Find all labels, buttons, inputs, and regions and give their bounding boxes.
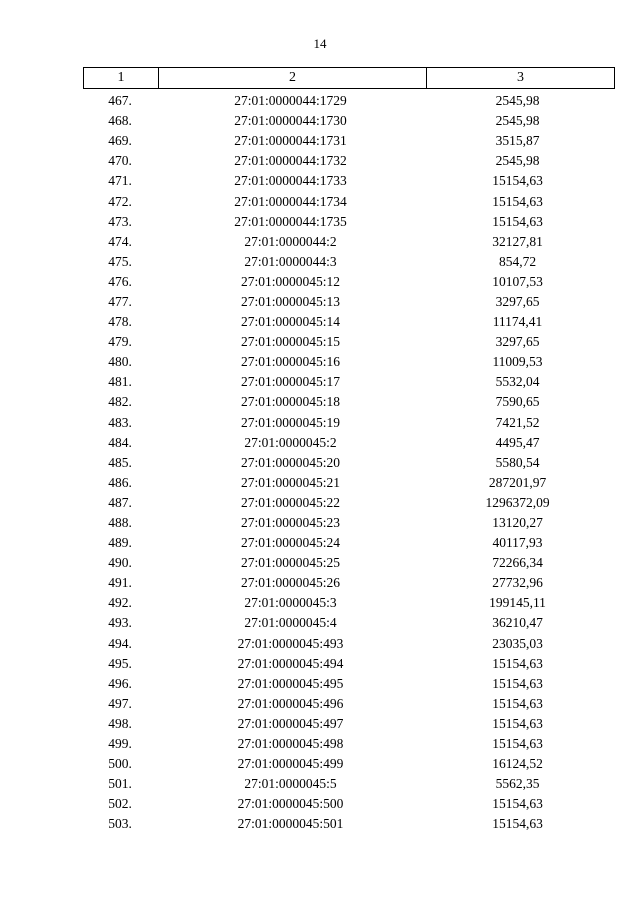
cadastral-number: 27:01:0000045:17 xyxy=(240,374,340,390)
row-number: 482. xyxy=(108,394,132,410)
cadastral-number: 27:01:0000044:1729 xyxy=(234,93,347,109)
table-row xyxy=(83,392,611,412)
value: 11009,53 xyxy=(492,354,543,370)
table-row xyxy=(83,634,611,654)
table-row xyxy=(83,754,611,774)
table-row xyxy=(83,171,611,191)
value: 7421,52 xyxy=(495,414,540,430)
value: 3297,65 xyxy=(495,334,540,350)
table-row xyxy=(83,533,611,553)
cadastral-number: 27:01:0000045:496 xyxy=(237,695,344,711)
cadastral-number: 27:01:0000045:21 xyxy=(240,474,340,490)
table-row xyxy=(83,654,611,674)
value: 72266,34 xyxy=(492,555,543,571)
table-row xyxy=(83,553,611,573)
value: 5562,35 xyxy=(495,776,540,792)
row-number: 502. xyxy=(108,796,132,812)
value: 287201,97 xyxy=(488,474,547,490)
table-row xyxy=(83,151,611,171)
value: 3297,65 xyxy=(495,293,540,309)
row-number: 471. xyxy=(108,173,132,189)
cadastral-number: 27:01:0000045:5 xyxy=(244,776,337,792)
row-number: 467. xyxy=(108,93,132,109)
cadastral-number: 27:01:0000045:13 xyxy=(240,293,340,309)
cadastral-number: 27:01:0000044:1732 xyxy=(234,153,347,169)
row-number: 495. xyxy=(108,655,132,671)
table-row xyxy=(83,111,611,131)
table-row xyxy=(83,734,611,754)
cadastral-number: 27:01:0000045:495 xyxy=(237,675,344,691)
value: 15154,63 xyxy=(492,816,543,832)
column-header-table xyxy=(83,67,615,89)
row-number: 496. xyxy=(108,675,132,691)
row-number: 485. xyxy=(108,454,132,470)
row-number: 489. xyxy=(108,535,132,551)
column-header-2: 2 xyxy=(159,68,427,89)
row-number: 501. xyxy=(108,776,132,792)
row-number: 478. xyxy=(108,314,132,330)
value: 23035,03 xyxy=(492,635,543,651)
cadastral-number: 27:01:0000045:4 xyxy=(244,615,337,631)
row-number: 479. xyxy=(108,334,132,350)
value: 32127,81 xyxy=(492,233,543,249)
column-header-1: 1 xyxy=(84,68,159,89)
cadastral-number: 27:01:0000045:493 xyxy=(237,635,344,651)
cadastral-number: 27:01:0000045:500 xyxy=(237,796,344,812)
table-row xyxy=(83,794,611,814)
table-row xyxy=(83,513,611,533)
table-row xyxy=(83,332,611,352)
value: 854,72 xyxy=(498,253,537,269)
cadastral-number: 27:01:0000044:1733 xyxy=(234,173,347,189)
value: 15154,63 xyxy=(492,173,543,189)
row-number: 500. xyxy=(108,756,132,772)
value: 15154,63 xyxy=(492,213,543,229)
table-row xyxy=(83,312,611,332)
value: 2545,98 xyxy=(495,113,540,129)
row-number: 487. xyxy=(108,494,132,510)
row-number: 490. xyxy=(108,555,132,571)
cadastral-number: 27:01:0000045:20 xyxy=(240,454,340,470)
value: 15154,63 xyxy=(492,675,543,691)
table-row xyxy=(83,212,611,232)
page-number: 14 xyxy=(313,36,327,51)
cadastral-number: 27:01:0000045:499 xyxy=(237,756,344,772)
value: 3515,87 xyxy=(495,133,540,149)
table-row xyxy=(83,674,611,694)
cadastral-number: 27:01:0000045:16 xyxy=(240,354,340,370)
value: 15154,63 xyxy=(492,796,543,812)
table-row xyxy=(83,774,611,794)
row-number: 486. xyxy=(108,474,132,490)
value: 15154,63 xyxy=(492,736,543,752)
value: 10107,53 xyxy=(492,273,543,289)
row-number: 468. xyxy=(108,113,132,129)
table-row xyxy=(83,473,611,493)
table-row xyxy=(83,433,611,453)
row-number: 470. xyxy=(108,153,132,169)
row-number: 488. xyxy=(108,515,132,531)
value: 13120,27 xyxy=(492,515,543,531)
value: 4495,47 xyxy=(495,434,540,450)
cadastral-number: 27:01:0000045:14 xyxy=(240,314,340,330)
cadastral-number: 27:01:0000045:501 xyxy=(237,816,344,832)
cadastral-number: 27:01:0000045:498 xyxy=(237,736,344,752)
value: 15154,63 xyxy=(492,193,543,209)
data-table xyxy=(83,91,611,834)
table-row xyxy=(83,573,611,593)
row-number: 483. xyxy=(108,414,132,430)
value: 199145,11 xyxy=(489,595,546,611)
value: 7590,65 xyxy=(495,394,540,410)
cadastral-number: 27:01:0000045:497 xyxy=(237,715,344,731)
value: 15154,63 xyxy=(492,695,543,711)
row-number: 480. xyxy=(108,354,132,370)
value: 5532,04 xyxy=(495,374,540,390)
table-row xyxy=(83,252,611,272)
table-row xyxy=(83,131,611,151)
table-row xyxy=(83,292,611,312)
table-row xyxy=(83,613,611,633)
cadastral-number: 27:01:0000045:12 xyxy=(240,273,340,289)
cadastral-number: 27:01:0000045:18 xyxy=(240,394,340,410)
table-row xyxy=(83,453,611,473)
cadastral-number: 27:01:0000045:2 xyxy=(244,434,337,450)
table-row xyxy=(83,352,611,372)
value: 2545,98 xyxy=(495,153,540,169)
row-number: 499. xyxy=(108,736,132,752)
cadastral-number: 27:01:0000045:22 xyxy=(240,494,340,510)
table-row xyxy=(83,232,611,252)
row-number: 475. xyxy=(108,253,132,269)
value: 40117,93 xyxy=(492,535,543,551)
table-row xyxy=(83,272,611,292)
row-number: 492. xyxy=(108,595,132,611)
row-number: 493. xyxy=(108,615,132,631)
value: 15154,63 xyxy=(492,655,543,671)
cadastral-number: 27:01:0000045:25 xyxy=(240,555,340,571)
row-number: 498. xyxy=(108,715,132,731)
value: 27732,96 xyxy=(492,575,543,591)
cadastral-number: 27:01:0000044:3 xyxy=(244,253,337,269)
cadastral-number: 27:01:0000044:1731 xyxy=(234,133,347,149)
cadastral-number: 27:01:0000045:26 xyxy=(240,575,340,591)
table-row xyxy=(83,814,611,834)
row-number: 477. xyxy=(108,293,132,309)
table-row xyxy=(83,372,611,392)
value: 36210,47 xyxy=(492,615,543,631)
cadastral-number: 27:01:0000045:23 xyxy=(240,515,340,531)
cadastral-number: 27:01:0000045:494 xyxy=(237,655,344,671)
cadastral-number: 27:01:0000045:15 xyxy=(240,334,340,350)
table-row xyxy=(83,191,611,211)
cadastral-number: 27:01:0000045:24 xyxy=(240,535,340,551)
cadastral-number: 27:01:0000044:1734 xyxy=(234,193,347,209)
value: 2545,98 xyxy=(495,93,540,109)
row-number: 494. xyxy=(108,635,132,651)
value: 15154,63 xyxy=(492,715,543,731)
row-number: 503. xyxy=(108,816,132,832)
cadastral-number: 27:01:0000044:1735 xyxy=(234,213,347,229)
table-row xyxy=(83,413,611,433)
row-number: 476. xyxy=(108,273,132,289)
table-row xyxy=(83,694,611,714)
column-header-row xyxy=(84,68,615,89)
table-row xyxy=(83,91,611,111)
value: 11174,41 xyxy=(492,314,543,330)
row-number: 491. xyxy=(108,575,132,591)
column-header-3: 3 xyxy=(427,68,615,89)
row-number: 472. xyxy=(108,193,132,209)
row-number: 497. xyxy=(108,695,132,711)
row-number: 484. xyxy=(108,434,132,450)
table-row xyxy=(83,493,611,513)
row-number: 481. xyxy=(108,374,132,390)
row-number: 469. xyxy=(108,133,132,149)
cadastral-number: 27:01:0000044:1730 xyxy=(234,113,347,129)
table-row xyxy=(83,593,611,613)
data-table-body xyxy=(83,91,611,834)
value: 5580,54 xyxy=(495,454,540,470)
value: 1296372,09 xyxy=(485,494,550,510)
row-number: 474. xyxy=(108,233,132,249)
cadastral-number: 27:01:0000045:19 xyxy=(240,414,340,430)
table-row xyxy=(83,714,611,734)
cadastral-number: 27:01:0000044:2 xyxy=(244,233,337,249)
cadastral-number: 27:01:0000045:3 xyxy=(244,595,337,611)
value: 16124,52 xyxy=(492,756,543,772)
row-number: 473. xyxy=(108,213,132,229)
